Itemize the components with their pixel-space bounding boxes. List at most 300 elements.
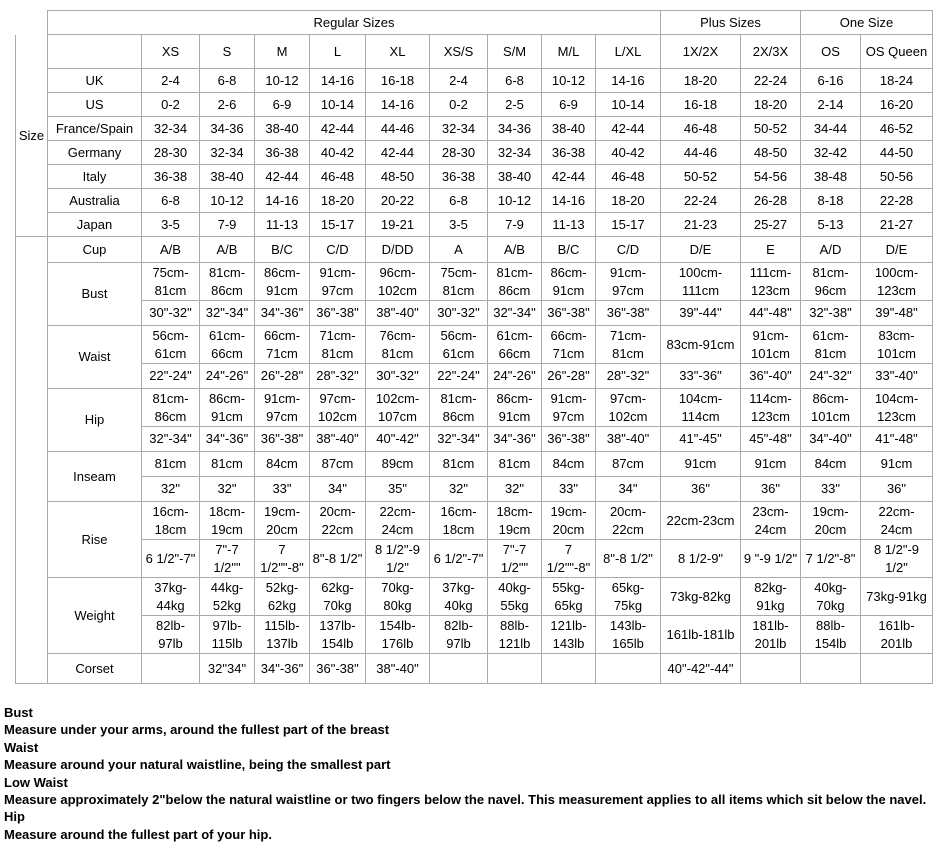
table-cell: 38-40: [200, 165, 255, 189]
table-row: [16, 326, 933, 364]
table-cell: 6 1/2"-7": [430, 540, 488, 578]
table-row: [16, 213, 933, 237]
table-cell: 36": [661, 477, 741, 502]
table-cell: 100cm-123cm: [861, 263, 933, 301]
table-row: [16, 616, 933, 654]
table-cell: 30"-32": [142, 301, 200, 326]
table-cell: 50-56: [861, 165, 933, 189]
table-cell: 10-12: [255, 69, 310, 93]
corner-blank-cell: [16, 11, 48, 35]
table-cell: 18cm-19cm: [200, 502, 255, 540]
table-cell: 75cm-81cm: [430, 263, 488, 301]
table-row: [16, 165, 933, 189]
table-cell: 38"-40": [596, 427, 661, 452]
table-cell: 66cm-71cm: [255, 326, 310, 364]
table-cell: 81cm: [430, 452, 488, 477]
note-term: Low Waist: [4, 774, 68, 790]
table-cell: 115lb-137lb: [255, 616, 310, 654]
table-cell: 38"-40": [310, 427, 366, 452]
table-cell: 61cm-81cm: [801, 326, 861, 364]
table-cell: 26"-28": [542, 364, 596, 389]
table-cell: 36-38: [142, 165, 200, 189]
table-cell: 19cm-20cm: [801, 502, 861, 540]
table-cell: 154lb-176lb: [366, 616, 430, 654]
table-cell: 36"-38": [310, 301, 366, 326]
table-cell: 23cm-24cm: [741, 502, 801, 540]
table-cell: 22cm-24cm: [861, 502, 933, 540]
table-cell: 36"-38": [255, 427, 310, 452]
column-header: S: [200, 35, 255, 69]
table-cell: 33": [801, 477, 861, 502]
table-cell: 44-46: [366, 117, 430, 141]
table-cell: 15-17: [596, 213, 661, 237]
table-cell: 22-24: [741, 69, 801, 93]
table-cell: 81cm-86cm: [430, 389, 488, 427]
row-label: Bust: [48, 263, 142, 326]
table-cell: 8"-8 1/2": [310, 540, 366, 578]
table-cell: 91cm: [661, 452, 741, 477]
left-column-blank: [16, 237, 48, 684]
table-cell: 91cm-97cm: [255, 389, 310, 427]
table-row: [16, 117, 933, 141]
table-row: [16, 578, 933, 616]
table-row: [16, 364, 933, 389]
table-cell: 22-24: [661, 189, 741, 213]
table-cell: 32"-38": [801, 301, 861, 326]
table-cell: 14-16: [255, 189, 310, 213]
table-cell: 19-21: [366, 213, 430, 237]
note-definition: Measure around your natural waistline, being the smallest part: [4, 757, 391, 773]
table-cell: 16-18: [366, 69, 430, 93]
table-cell: 22-28: [861, 189, 933, 213]
table-cell: 8-18: [801, 189, 861, 213]
table-cell: 32"-34": [488, 301, 542, 326]
table-cell: 11-13: [542, 213, 596, 237]
table-cell: A/B: [488, 237, 542, 263]
table-cell: 89cm: [366, 452, 430, 477]
table-cell: 28-30: [142, 141, 200, 165]
row-label: Australia: [48, 189, 142, 213]
table-cell: 14-16: [596, 69, 661, 93]
table-cell: 33": [255, 477, 310, 502]
table-cell: 38-40: [488, 165, 542, 189]
table-cell: 9 "-9 1/2": [741, 540, 801, 578]
table-cell: 22"-24": [430, 364, 488, 389]
table-cell: 34": [310, 477, 366, 502]
table-cell: 161lb-201lb: [861, 616, 933, 654]
table-cell: [741, 654, 801, 684]
table-cell: [596, 654, 661, 684]
table-cell: 32": [488, 477, 542, 502]
size-section-label: Size: [16, 35, 48, 237]
table-cell: 14-16: [366, 93, 430, 117]
table-cell: 30"-32": [366, 364, 430, 389]
table-cell: 52kg-62kg: [255, 578, 310, 616]
table-cell: 32"-34": [430, 427, 488, 452]
table-cell: 42-44: [542, 165, 596, 189]
table-cell: 42-44: [596, 117, 661, 141]
note-definition: Measure around the fullest part of your hip.: [4, 826, 272, 842]
table-cell: D/E: [861, 237, 933, 263]
table-cell: 55kg-65kg: [542, 578, 596, 616]
row-label: Weight: [48, 578, 142, 654]
table-row: [16, 237, 933, 263]
table-cell: 40-42: [310, 141, 366, 165]
table-cell: 8"-8 1/2": [596, 540, 661, 578]
table-cell: 36"-40": [741, 364, 801, 389]
column-header: 2X/3X: [741, 35, 801, 69]
table-cell: 46-48: [661, 117, 741, 141]
table-cell: 81cm-86cm: [200, 263, 255, 301]
table-cell: 33"-36": [661, 364, 741, 389]
group-header: One Size: [801, 11, 933, 35]
table-cell: 6 1/2"-7": [142, 540, 200, 578]
table-cell: 40kg-70kg: [801, 578, 861, 616]
table-cell: 37kg-40kg: [430, 578, 488, 616]
table-row: [16, 189, 933, 213]
table-row: [16, 141, 933, 165]
table-cell: 86cm-91cm: [488, 389, 542, 427]
table-row: [16, 427, 933, 452]
table-cell: 73kg-91kg: [861, 578, 933, 616]
table-cell: 18-20: [661, 69, 741, 93]
table-cell: 38"-40": [366, 654, 430, 684]
row-label: Inseam: [48, 452, 142, 502]
table-cell: 75cm-81cm: [142, 263, 200, 301]
table-cell: 61cm-66cm: [200, 326, 255, 364]
note-definition: Measure under your arms, around the fullest part of the breast: [4, 722, 390, 738]
table-cell: 121lb-143lb: [542, 616, 596, 654]
table-cell: 18-20: [741, 93, 801, 117]
table-row: [16, 301, 933, 326]
column-header: XS/S: [430, 35, 488, 69]
table-cell: 81cm: [200, 452, 255, 477]
table-cell: 28-30: [430, 141, 488, 165]
column-header: 1X/2X: [661, 35, 741, 69]
table-cell: 7 1/2""-8": [542, 540, 596, 578]
table-cell: 11-13: [255, 213, 310, 237]
table-cell: 6-16: [801, 69, 861, 93]
table-cell: 40-42: [596, 141, 661, 165]
table-row: [16, 263, 933, 301]
table-cell: 36"-38": [596, 301, 661, 326]
table-cell: 18-20: [596, 189, 661, 213]
table-row: [16, 69, 933, 93]
row-label: Germany: [48, 141, 142, 165]
table-cell: 40"-42": [366, 427, 430, 452]
table-cell: 86cm-101cm: [801, 389, 861, 427]
column-header: L/XL: [596, 35, 661, 69]
table-cell: 161lb-181lb: [661, 616, 741, 654]
table-cell: [861, 654, 933, 684]
table-cell: 18cm-19cm: [488, 502, 542, 540]
table-cell: 16cm-18cm: [430, 502, 488, 540]
table-cell: D/E: [661, 237, 741, 263]
table-cell: 143lb-165lb: [596, 616, 661, 654]
table-cell: 21-27: [861, 213, 933, 237]
table-cell: 81cm: [488, 452, 542, 477]
table-row: [16, 477, 933, 502]
table-cell: 7"-7 1/2"": [488, 540, 542, 578]
table-cell: 34"-36": [255, 301, 310, 326]
table-cell: [488, 654, 542, 684]
table-cell: 2-5: [488, 93, 542, 117]
table-cell: 34-36: [488, 117, 542, 141]
row-label: Cup: [48, 237, 142, 263]
row-label: US: [48, 93, 142, 117]
table-cell: 86cm-91cm: [200, 389, 255, 427]
table-cell: 34"-36": [488, 427, 542, 452]
measurement-notes: [4, 704, 930, 843]
table-cell: 73kg-82kg: [661, 578, 741, 616]
table-cell: 32-34: [200, 141, 255, 165]
column-header: M: [255, 35, 310, 69]
table-cell: [430, 654, 488, 684]
table-cell: 32": [200, 477, 255, 502]
table-cell: 15-17: [310, 213, 366, 237]
table-cell: 44-46: [661, 141, 741, 165]
table-cell: 56cm-61cm: [142, 326, 200, 364]
table-cell: 34"-40": [801, 427, 861, 452]
table-row: [16, 654, 933, 684]
table-cell: 91cm-101cm: [741, 326, 801, 364]
table-cell: 2-6: [200, 93, 255, 117]
table-cell: 6-9: [542, 93, 596, 117]
note-term: Bust: [4, 705, 33, 720]
table-cell: 33": [542, 477, 596, 502]
table-cell: 8 1/2"-9 1/2": [366, 540, 430, 578]
note-term: Hip: [4, 809, 25, 825]
table-row: [16, 389, 933, 427]
table-cell: 84cm: [255, 452, 310, 477]
table-cell: 19cm-20cm: [255, 502, 310, 540]
table-cell: 18-20: [310, 189, 366, 213]
table-cell: 39"-48": [861, 301, 933, 326]
table-cell: 104cm-114cm: [661, 389, 741, 427]
row-label: France/Spain: [48, 117, 142, 141]
table-cell: 71cm-81cm: [310, 326, 366, 364]
table-cell: 40kg-55kg: [488, 578, 542, 616]
table-cell: 181lb-201lb: [741, 616, 801, 654]
table-cell: 7"-7 1/2"": [200, 540, 255, 578]
table-cell: 8 1/2"-9 1/2": [861, 540, 933, 578]
table-cell: 81cm-86cm: [142, 389, 200, 427]
table-cell: 44"-48": [741, 301, 801, 326]
table-cell: 34"-36": [255, 654, 310, 684]
table-cell: 28"-32": [310, 364, 366, 389]
table-cell: A: [430, 237, 488, 263]
table-cell: 46-52: [861, 117, 933, 141]
table-cell: 6-9: [255, 93, 310, 117]
table-cell: 44-50: [861, 141, 933, 165]
table-row: [16, 540, 933, 578]
table-cell: 87cm: [596, 452, 661, 477]
table-cell: [542, 654, 596, 684]
table-cell: 22"-24": [142, 364, 200, 389]
table-cell: 46-48: [310, 165, 366, 189]
table-cell: 102cm-107cm: [366, 389, 430, 427]
row-label: Italy: [48, 165, 142, 189]
table-cell: B/C: [542, 237, 596, 263]
table-cell: 6-8: [488, 69, 542, 93]
table-cell: 32": [142, 477, 200, 502]
table-row: [16, 35, 933, 69]
table-cell: 83cm-91cm: [661, 326, 741, 364]
table-cell: 37kg-44kg: [142, 578, 200, 616]
table-cell: 40"-42"-44": [661, 654, 741, 684]
table-cell: 26-28: [741, 189, 801, 213]
table-cell: 34-36: [200, 117, 255, 141]
table-cell: E: [741, 237, 801, 263]
table-cell: 26"-28": [255, 364, 310, 389]
table-row: [16, 502, 933, 540]
table-cell: 70kg-80kg: [366, 578, 430, 616]
table-cell: 76cm-81cm: [366, 326, 430, 364]
table-cell: 36-38: [255, 141, 310, 165]
column-header: XS: [142, 35, 200, 69]
table-cell: 16-20: [861, 93, 933, 117]
table-cell: 34-44: [801, 117, 861, 141]
table-cell: 32-34: [430, 117, 488, 141]
table-cell: 20cm-22cm: [596, 502, 661, 540]
table-cell: 7-9: [200, 213, 255, 237]
table-cell: 81cm-86cm: [488, 263, 542, 301]
table-cell: A/D: [801, 237, 861, 263]
table-cell: 6-8: [430, 189, 488, 213]
table-cell: 0-2: [142, 93, 200, 117]
table-cell: 16cm-18cm: [142, 502, 200, 540]
table-cell: 2-4: [430, 69, 488, 93]
table-cell: 137lb-154lb: [310, 616, 366, 654]
table-cell: 32-34: [142, 117, 200, 141]
table-cell: 86cm-91cm: [255, 263, 310, 301]
table-cell: 41"-48": [861, 427, 933, 452]
table-cell: 8 1/2-9": [661, 540, 741, 578]
table-cell: 20cm-22cm: [310, 502, 366, 540]
table-cell: 24"-32": [801, 364, 861, 389]
table-cell: 91cm-97cm: [542, 389, 596, 427]
table-cell: 10-12: [542, 69, 596, 93]
column-header: OS: [801, 35, 861, 69]
table-cell: [142, 654, 200, 684]
table-cell: 7 1/2"-8": [801, 540, 861, 578]
table-cell: 86cm-91cm: [542, 263, 596, 301]
table-cell: 6-8: [142, 189, 200, 213]
table-cell: 38"-40": [366, 301, 430, 326]
table-cell: 97cm-102cm: [596, 389, 661, 427]
table-cell: 32": [430, 477, 488, 502]
note-term: Waist: [4, 739, 39, 755]
table-cell: 36": [861, 477, 933, 502]
table-cell: 83cm-101cm: [861, 326, 933, 364]
table-cell: 24"-26": [488, 364, 542, 389]
row-label: UK: [48, 69, 142, 93]
table-cell: [801, 654, 861, 684]
table-cell: 91cm: [741, 452, 801, 477]
table-cell: D/DD: [366, 237, 430, 263]
row-label: Japan: [48, 213, 142, 237]
table-cell: 10-12: [200, 189, 255, 213]
table-cell: 18-24: [861, 69, 933, 93]
table-cell: 39"-44": [661, 301, 741, 326]
table-cell: 42-44: [366, 141, 430, 165]
table-cell: 38-40: [255, 117, 310, 141]
table-cell: 14-16: [310, 69, 366, 93]
table-cell: 81cm-96cm: [801, 263, 861, 301]
group-header: Regular Sizes: [48, 11, 661, 35]
table-cell: 54-56: [741, 165, 801, 189]
table-cell: 61cm-66cm: [488, 326, 542, 364]
column-header: XL: [366, 35, 430, 69]
table-row: [16, 452, 933, 477]
table-cell: 41"-45": [661, 427, 741, 452]
table-cell: 6-8: [200, 69, 255, 93]
column-header: S/M: [488, 35, 542, 69]
table-cell: 65kg-75kg: [596, 578, 661, 616]
table-cell: 50-52: [741, 117, 801, 141]
table-cell: 20-22: [366, 189, 430, 213]
table-cell: 7-9: [488, 213, 542, 237]
table-cell: 22cm-24cm: [366, 502, 430, 540]
table-cell: 104cm-123cm: [861, 389, 933, 427]
table-cell: 114cm-123cm: [741, 389, 801, 427]
table-cell: 82lb-97lb: [430, 616, 488, 654]
table-cell: 44kg-52kg: [200, 578, 255, 616]
table-cell: 3-5: [430, 213, 488, 237]
table-cell: 32-34: [488, 141, 542, 165]
table-cell: 36"-38": [542, 427, 596, 452]
size-chart-table: [15, 10, 933, 684]
table-cell: 66cm-71cm: [542, 326, 596, 364]
table-cell: 10-14: [596, 93, 661, 117]
table-cell: 25-27: [741, 213, 801, 237]
table-cell: 28"-32": [596, 364, 661, 389]
table-cell: A/B: [200, 237, 255, 263]
column-header-blank: [48, 35, 142, 69]
group-header: Plus Sizes: [661, 11, 801, 35]
table-cell: 82lb-97lb: [142, 616, 200, 654]
table-cell: 33"-40": [861, 364, 933, 389]
table-cell: 42-44: [255, 165, 310, 189]
table-cell: C/D: [310, 237, 366, 263]
table-cell: 38-40: [542, 117, 596, 141]
table-cell: 81cm: [142, 452, 200, 477]
table-cell: 34": [596, 477, 661, 502]
table-cell: 21-23: [661, 213, 741, 237]
table-cell: 32"-34": [142, 427, 200, 452]
column-header: OS Queen: [861, 35, 933, 69]
table-cell: 36-38: [430, 165, 488, 189]
row-label: Hip: [48, 389, 142, 452]
table-cell: 32-42: [801, 141, 861, 165]
table-row: [16, 93, 933, 117]
table-cell: 91cm: [861, 452, 933, 477]
table-cell: 24"-26": [200, 364, 255, 389]
table-cell: 84cm: [542, 452, 596, 477]
table-cell: 19cm-20cm: [542, 502, 596, 540]
column-header: L: [310, 35, 366, 69]
table-cell: 30"-32": [430, 301, 488, 326]
table-cell: 14-16: [542, 189, 596, 213]
table-cell: 5-13: [801, 213, 861, 237]
row-label: Waist: [48, 326, 142, 389]
table-cell: 48-50: [366, 165, 430, 189]
table-cell: 100cm-111cm: [661, 263, 741, 301]
table-cell: 111cm-123cm: [741, 263, 801, 301]
table-cell: C/D: [596, 237, 661, 263]
table-cell: 36"-38": [310, 654, 366, 684]
table-cell: 56cm-61cm: [430, 326, 488, 364]
